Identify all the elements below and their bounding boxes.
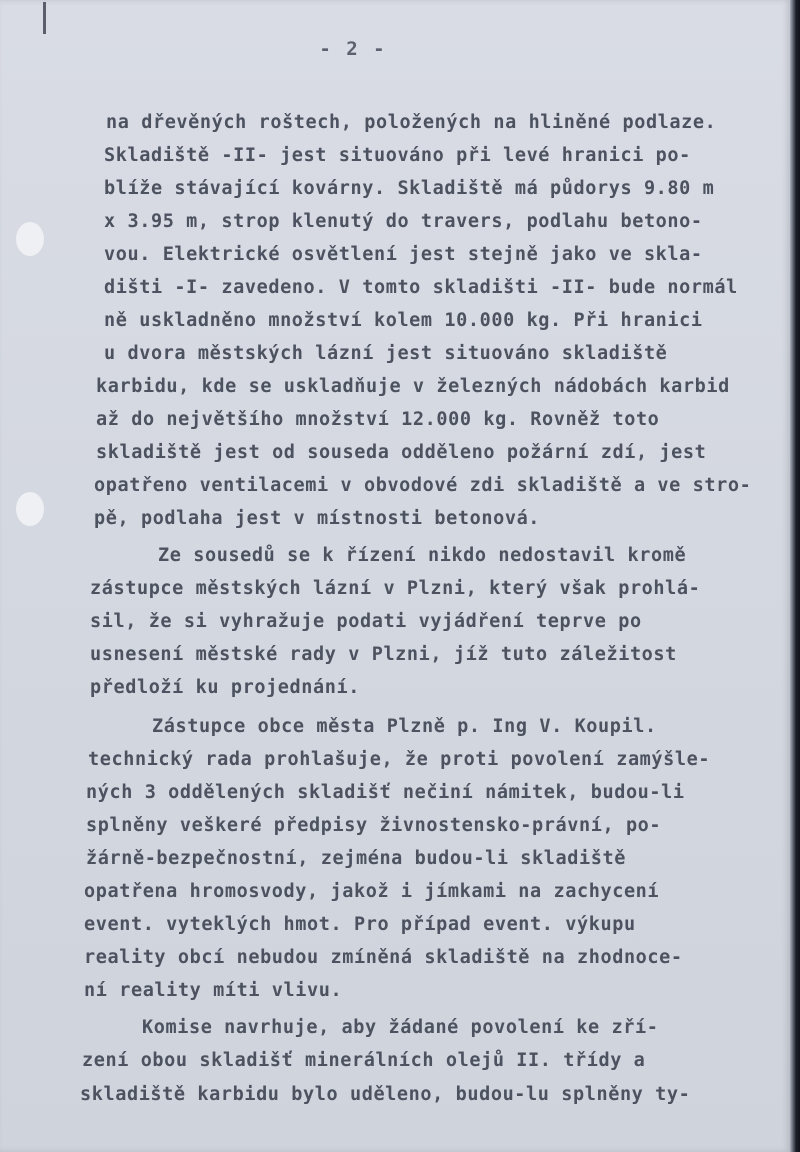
- text-line: opatřena hromosvody, jakož i jímkami na zachycení: [84, 881, 660, 902]
- text-line: technický rada prohlašuje, že proti povolení zamýšle-: [88, 749, 711, 770]
- text-line: u dvora městských lázní jest situováno skladiště: [104, 343, 668, 364]
- text-line: žárně-bezpečnostní, zejména budou-li skladiště: [86, 848, 626, 869]
- punch-hole: [16, 492, 44, 526]
- text-line: skladiště karbidu bylo uděleno, budou-lu splněny ty-: [80, 1084, 691, 1105]
- text-line: ní reality míti vlivu.: [84, 980, 343, 1001]
- page-edge-shadow: [790, 0, 800, 1152]
- punch-hole: [16, 222, 44, 256]
- text-line: Komise navrhuje, aby žádané povolení ke zří-: [142, 1017, 659, 1038]
- text-line: vou. Elektrické osvětlení jest stejně jako ve skla-: [104, 244, 703, 265]
- text-line: ných 3 oddělených skladišť nečiní námitek, budou-li: [86, 782, 685, 803]
- margin-mark: [43, 2, 46, 34]
- text-line: ně uskladněno množství kolem 10.000 kg. Při hranici: [104, 310, 703, 331]
- text-line: reality obcí nebudou zmíněná skladiště na zhodnoce-: [84, 947, 683, 968]
- text-line: zástupce městských lázní v Plzni, který však prohlá-: [90, 578, 701, 599]
- text-line: opatřeno ventilacemi v obvodové zdi skladiště a ve stro-: [94, 475, 752, 496]
- text-line: usnesení městské rady v Plzni, jíž tuto záležitost: [90, 644, 677, 665]
- text-line: na dřevěných roštech, položených na hliněné podlaze.: [106, 112, 717, 133]
- text-line: karbidu, kde se uskladňuje v železných nádobách karbid: [96, 376, 730, 397]
- text-line: splněny veškeré předpisy živnostensko-právní, po-: [86, 815, 662, 836]
- text-line: pě, podlaha jest v místnosti betonová.: [94, 508, 541, 529]
- text-line: Zástupce obce města Plzně p. Ing V. Koupil.: [152, 716, 657, 737]
- text-line: předloží ku projednání.: [90, 677, 360, 698]
- text-line: zení obou skladišť minerálních olejů II. třídy a: [82, 1050, 646, 1071]
- text-line: blíže stávající kovárny. Skladiště má půdorys 9.80 m: [104, 178, 715, 199]
- page-number: - 2 -: [319, 38, 387, 60]
- text-line: dišti -I- zavedeno. V tomto skladišti -II- bude normál: [104, 277, 738, 298]
- text-line: Skladiště -II- jest situováno při levé hranici po-: [104, 145, 691, 166]
- text-line: až do největšího množství 12.000 kg. Rovněž toto: [96, 409, 660, 430]
- text-line: sil, že si vyhražuje podati vyjádření teprve po: [90, 611, 642, 632]
- text-line: skladiště jest od souseda odděleno požární zdí, jest: [96, 442, 707, 463]
- text-line: event. vyteklých hmot. Pro případ event. výkupu: [84, 914, 636, 935]
- text-line: x 3.95 m, strop klenutý do travers, podlahu betono-: [104, 211, 703, 232]
- text-line: Ze sousedů se k řízení nikdo nedostavil kromě: [158, 545, 687, 566]
